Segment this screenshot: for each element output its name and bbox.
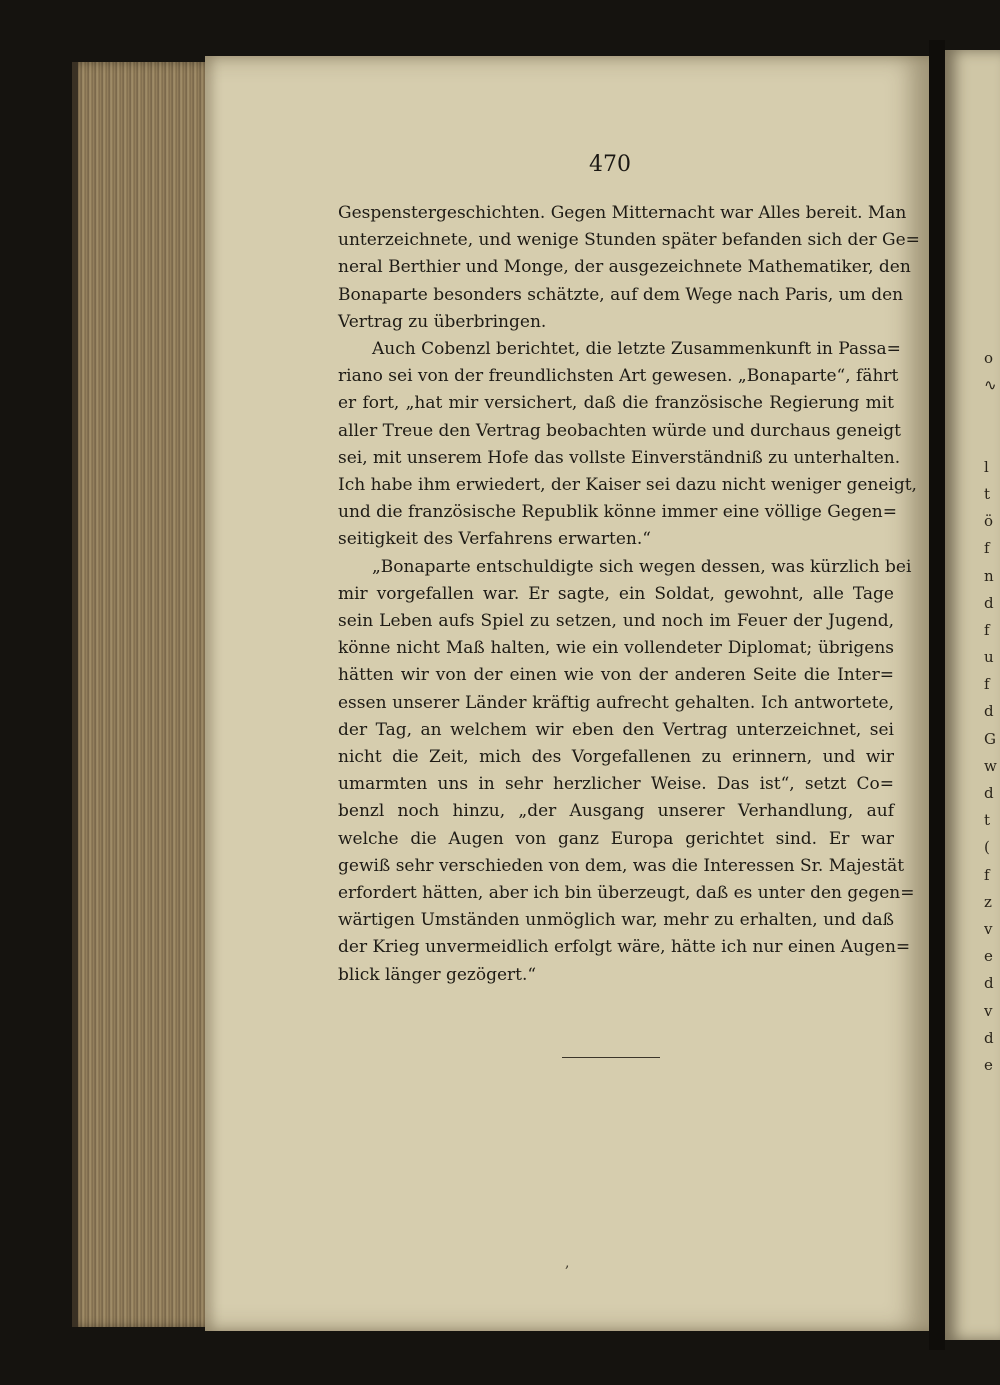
text-line: gewiß sehr verschieden von dem, was die Interessen Sr. Majestät	[338, 855, 905, 876]
margin-glyph: t	[984, 811, 991, 830]
text-line: aller Treue den Vertrag beobachten würde und durchaus geneigt	[338, 420, 901, 441]
margin-glyph: v	[984, 1001, 993, 1020]
body-text	[338, 200, 920, 989]
page-number: 470	[589, 152, 631, 177]
text-line: er fort, „hat mir versichert, daß die französische Regierung mit	[338, 393, 894, 414]
margin-glyph	[984, 399, 1000, 426]
text-line: der Tag, an welchem wir eben den Vertrag unterzeichnet, sei	[338, 719, 894, 740]
margin-glyph: d	[984, 1028, 994, 1047]
text-line: blick länger gezögert.“	[338, 964, 537, 985]
text-line: umarmten uns in sehr herzlicher Weise. Das ist“, setzt Co=	[338, 774, 894, 795]
margin-glyph: G	[984, 729, 996, 748]
text-line: könne nicht Maß halten, wie ein vollendeter Diplomat; übrigens	[338, 638, 894, 659]
text-line: „Bonaparte entschuldigte sich wegen dessen, was kürzlich bei	[372, 556, 912, 577]
margin-glyph: f	[984, 539, 990, 558]
margin-glyph: n	[984, 566, 994, 585]
margin-glyph: o	[984, 349, 994, 367]
text-line: Auch Cobenzl berichtet, die letzte Zusammenkunft in Passa=	[372, 339, 901, 360]
text-line: unterzeichnete, und wenige Stunden später befanden sich der Ge=	[338, 230, 920, 251]
text-line: riano sei von der freundlichsten Art gewesen. „Bonaparte“, fährt	[338, 366, 899, 387]
margin-glyph: ö	[984, 512, 994, 531]
text-line: essen unserer Länder kräftig aufrecht gehalten. Ich antwortete,	[338, 692, 894, 713]
margin-glyph: f	[984, 620, 990, 639]
margin-glyph: u	[984, 648, 994, 667]
text-line: der Krieg unvermeidlich erfolgt wäre, hätte ich nur einen Augen=	[338, 937, 911, 958]
text-line: benzl noch hinzu, „der Ausgang unserer Verhandlung, auf	[338, 801, 894, 822]
text-line: neral Berthier und Monge, der ausgezeichnete Mathematiker, den	[338, 257, 911, 278]
margin-glyph: w	[984, 756, 997, 775]
margin-glyph: d	[984, 702, 994, 721]
book-page-edges	[72, 62, 216, 1327]
text-line: erfordert hätten, aber ich bin überzeugt, daß es unter den gegen=	[338, 883, 915, 904]
text-line: wärtigen Umständen unmöglich war, mehr zu erhalten, und daß	[338, 910, 894, 931]
margin-glyph: e	[984, 947, 993, 966]
text-line: Vertrag zu überbringen.	[338, 311, 547, 332]
margin-glyph: z	[984, 892, 992, 911]
text-line: Gespenstergeschichten. Gegen Mitternacht war Alles bereit. Man	[338, 203, 907, 223]
text-line: sei, mit unserem Hofe das vollste Einverständniß zu unterhalten.	[338, 447, 901, 468]
text-line: mir vorgefallen war. Er sagte, ein Soldat, gewohnt, alle Tage	[338, 583, 894, 604]
margin-glyph: d	[984, 593, 994, 612]
text-line: und die französische Republik könne immer eine völlige Gegen=	[338, 502, 897, 523]
margin-glyph: f	[984, 675, 990, 694]
margin-glyph: t	[984, 484, 991, 503]
margin-glyph: d	[984, 974, 994, 993]
text-line: sein Leben aufs Spiel zu setzen, und noch im Feuer der Jugend,	[338, 611, 894, 632]
text-line: Bonaparte besonders schätzte, auf dem Wege nach Paris, um den	[338, 284, 904, 305]
margin-glyph	[984, 427, 1000, 454]
margin-glyph: l	[984, 457, 989, 476]
ink-speck: ,	[565, 1255, 570, 1271]
margin-glyph: (	[984, 838, 990, 857]
section-divider	[562, 1057, 660, 1058]
margin-glyph: f	[984, 865, 990, 884]
text-line: welche die Augen von ganz Europa gerichtet sind. Er war	[338, 828, 894, 849]
facing-page-margin-text	[984, 345, 1000, 1079]
text-line: Ich habe ihm erwiedert, der Kaiser sei dazu nicht weniger geneigt,	[338, 475, 917, 496]
book-gutter	[929, 40, 945, 1350]
text-line: hätten wir von der einen wie von der anderen Seite die Inter=	[338, 665, 894, 686]
margin-glyph: e	[984, 1055, 993, 1074]
text-line: nicht die Zeit, mich des Vorgefallenen zu erinnern, und wir	[338, 747, 894, 768]
text-line: seitigkeit des Verfahrens erwarten.“	[338, 529, 651, 550]
margin-glyph: d	[984, 784, 994, 802]
margin-glyph: ∿	[984, 376, 997, 395]
margin-glyph: v	[984, 919, 993, 938]
